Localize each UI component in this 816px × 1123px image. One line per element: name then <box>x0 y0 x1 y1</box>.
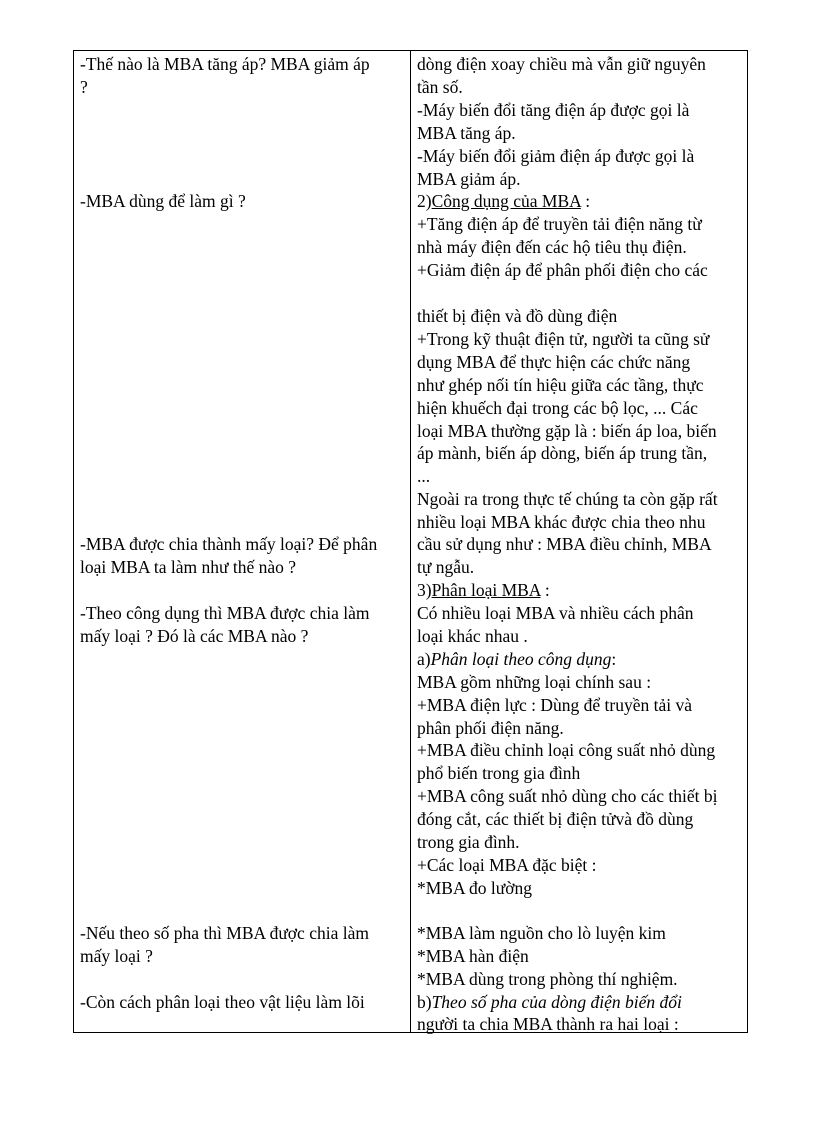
text-line: đóng cắt, các thiết bị điện tửvà đồ dùng <box>417 809 694 829</box>
text-line: +MBA điều chỉnh loại công suất nhỏ dùng <box>417 740 716 760</box>
text-line: cầu sử dụng như : MBA điều chỉnh, MBA <box>417 534 712 554</box>
text-line: trong gia đình. <box>417 832 520 852</box>
text-line: tần số. <box>417 77 463 97</box>
text-line: +Tăng điện áp để truyền tải điện năng từ <box>417 214 702 234</box>
text-line: MBA tăng áp. <box>417 123 516 143</box>
subheading-by-usage <box>417 648 616 670</box>
text-line: *MBA làm nguồn cho lò luyện kim <box>417 923 666 943</box>
text-line: -Máy biến đổi giảm điện áp được gọi là <box>417 146 695 166</box>
text-line: thiết bị điện và đồ dùng điện <box>417 306 618 326</box>
section-number: 2) <box>417 191 432 211</box>
column-divider <box>410 51 411 1032</box>
text-line: như ghép nối tín hiệu giữa các tầng, thực <box>417 375 704 395</box>
question-step-up-cont: ? <box>80 77 88 97</box>
text-line: Có nhiều loại MBA và nhiều cách phân <box>417 603 694 623</box>
question-by-usage-cont: mấy loại ? Đó là các MBA nào ? <box>80 626 309 646</box>
question-step-up: -Thế nào là MBA tăng áp? MBA giảm áp <box>80 54 370 74</box>
text-line: *MBA dùng trong phòng thí nghiệm. <box>417 969 678 989</box>
text-line: +Các loại MBA đặc biệt : <box>417 855 597 875</box>
text-line: dụng MBA để thực hiện các chức năng <box>417 352 691 372</box>
text-line: *MBA hàn điện <box>417 946 529 966</box>
subheading-colon: : <box>611 649 617 669</box>
question-by-phase: -Nếu theo số pha thì MBA được chia làm <box>80 923 369 943</box>
text-line: loại khác nhau . <box>417 626 528 646</box>
question-types-cont: loại MBA ta làm như thế nào ? <box>80 557 297 577</box>
text-line: Ngoài ra trong thực tế chúng ta còn gặp rất <box>417 489 718 509</box>
text-line: +Trong kỹ thuật điện tử, người ta cũng sử <box>417 329 710 349</box>
subheading-by-phase <box>417 991 682 1013</box>
subheading-title: Theo số pha của dòng điện biến đổi <box>431 992 682 1012</box>
text-line: +Giảm điện áp để phân phối điện cho các <box>417 260 708 280</box>
section-heading-usage <box>417 190 590 212</box>
section-colon: : <box>540 580 550 600</box>
text-line: *MBA đo lường <box>417 878 533 898</box>
subheading-letter: b) <box>417 992 432 1012</box>
text-line: +MBA công suất nhỏ dùng cho các thiết bị <box>417 786 718 806</box>
text-line: người ta chia MBA thành ra hai loại : <box>417 1014 679 1034</box>
section-colon: : <box>580 191 591 211</box>
section-number: 3) <box>417 580 432 600</box>
text-line: phổ biến trong gia đình <box>417 763 581 783</box>
text-line: ... <box>417 466 431 486</box>
content-table <box>73 50 748 1033</box>
text-line: -Máy biến đổi tăng điện áp được gọi là <box>417 100 690 120</box>
question-by-core: -Còn cách phân loại theo vật liệu làm lõi <box>80 992 365 1012</box>
question-by-phase-cont: mấy loại ? <box>80 946 153 966</box>
subheading-letter: a) <box>417 649 431 669</box>
text-line: áp mành, biến áp dòng, biến áp trung tần, <box>417 443 708 463</box>
subheading-title: Phân loại theo công dụng <box>430 649 612 669</box>
text-line: nhiều loại MBA khác được chia theo nhu <box>417 512 706 532</box>
question-by-usage: -Theo công dụng thì MBA được chia làm <box>80 603 370 623</box>
text-line: hiện khuếch đại trong các bộ lọc, ... Các <box>417 398 698 418</box>
section-heading-types <box>417 579 550 601</box>
text-line: phân phối điện năng. <box>417 718 564 738</box>
section-title: Công dụng của MBA <box>431 191 581 211</box>
text-line: loại MBA thường gặp là : biến áp loa, biến <box>417 421 717 441</box>
text-line: MBA gồm những loại chính sau : <box>417 672 652 692</box>
question-types: -MBA được chia thành mấy loại? Để phân <box>80 534 378 554</box>
text-line: +MBA điện lực : Dùng để truyền tải và <box>417 695 693 715</box>
text-line: dòng điện xoay chiều mà vẫn giữ nguyên <box>417 54 706 74</box>
text-line: MBA giảm áp. <box>417 169 521 189</box>
section-title: Phân loại MBA <box>431 580 541 600</box>
text-line: nhà máy điện đến các hộ tiêu thụ điện. <box>417 237 687 257</box>
question-usage: -MBA dùng để làm gì ? <box>80 191 246 211</box>
text-line: tự ngẫu. <box>417 557 475 577</box>
